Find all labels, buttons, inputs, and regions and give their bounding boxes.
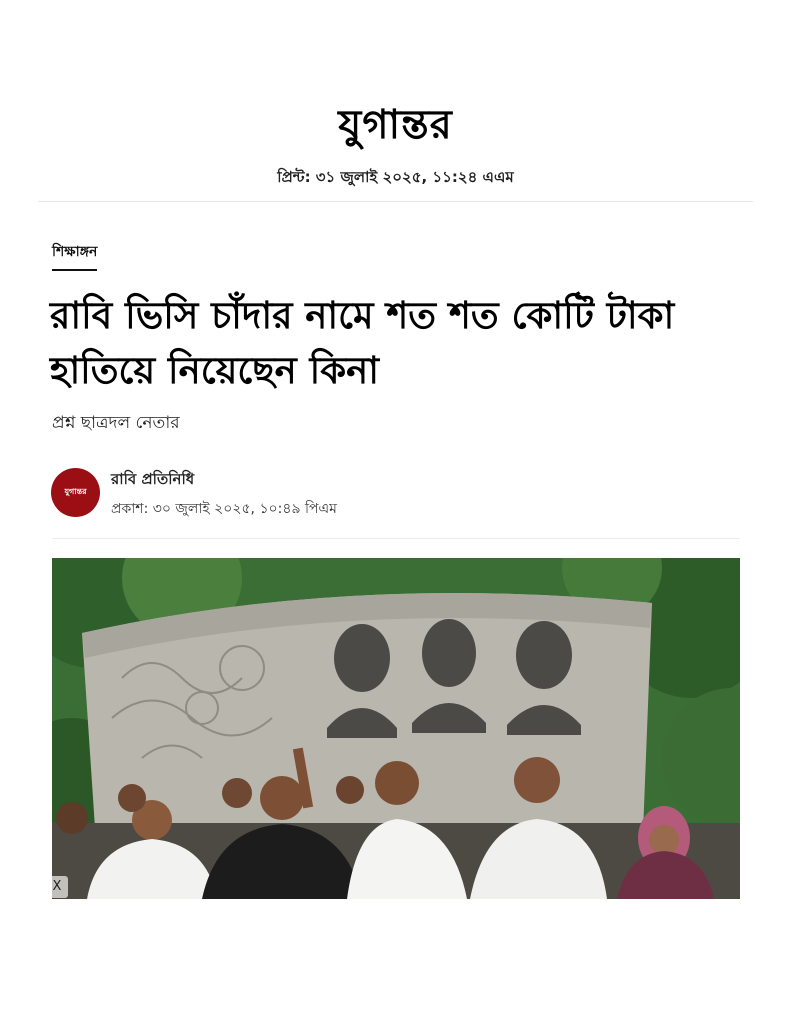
author-name[interactable]: রাবি প্রতিনিধি	[111, 470, 195, 488]
site-logo[interactable]: যুগান্তর	[338, 101, 453, 148]
headline-line-2: হাতিয়ে নিয়েছেন কিনা	[50, 349, 379, 392]
byline-divider	[52, 538, 740, 539]
logo-container	[0, 100, 791, 150]
author-avatar	[51, 468, 100, 517]
article-photo	[52, 558, 740, 899]
article-headline	[50, 288, 740, 398]
photo-close-icon[interactable]: X	[46, 876, 68, 898]
photo-illustration	[52, 558, 740, 899]
avatar-logo-text: যুগান্তর	[64, 487, 87, 496]
headline-line-1: রাবি ভিসি চাঁদার নামে শত শত কোটি টাকা	[50, 294, 675, 337]
publish-date: প্রকাশ: ৩০ জুলাই ২০২৫, ১০:৪৯ পিএম	[111, 501, 337, 517]
article-subheadline: প্রশ্ন ছাত্রদল নেতার	[52, 413, 180, 433]
header-divider	[38, 201, 753, 202]
print-date: প্রিন্ট: ৩১ জুলাই ২০২৫, ১১:২৪ এএম	[277, 168, 514, 186]
category-link[interactable]: শিক্ষাঙ্গন	[52, 240, 97, 271]
